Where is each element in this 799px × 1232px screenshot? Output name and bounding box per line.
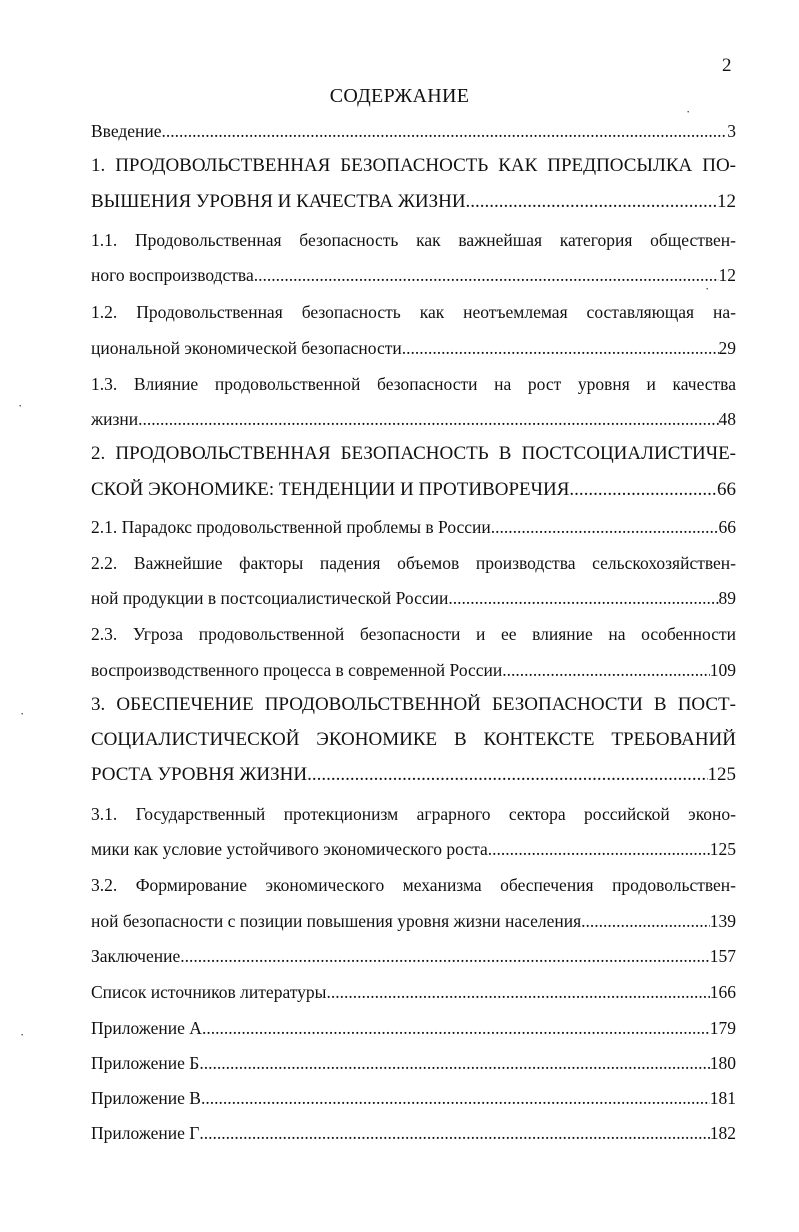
toc-chapter-3-line-2: СОЦИАЛИСТИЧЕСКОЙ ЭКОНОМИКЕ В КОНТЕКСТЕ ТРЕБОВАНИЙ [91, 729, 736, 750]
toc-entry-title: ного воспроизводства [91, 265, 254, 285]
toc-page-ref: 157 [709, 946, 736, 966]
toc-section-2-2-line-1: 2.2. Важнейшие факторы падения объемов производства сельскохозяйствен- [91, 553, 736, 573]
toc-entry-title: Список источников литературы [91, 982, 327, 1002]
toc-page-ref: 109 [709, 660, 736, 680]
toc-section-1-1-line-1: 1.1. Продовольственная безопасность как важнейшая категория обществен- [91, 230, 736, 250]
scan-speck: · [20, 1027, 25, 1042]
toc-entry-title: жизни [91, 409, 139, 429]
toc-entry-title: ВЫШЕНИЯ УРОВНЯ И КАЧЕСТВА ЖИЗНИ [91, 191, 466, 212]
toc-page-ref: 179 [709, 1018, 736, 1038]
toc-chapter-2-line-2 [91, 479, 736, 501]
toc-section-1-1-line-2 [91, 264, 736, 286]
toc-dot-leader [581, 910, 710, 932]
toc-dot-leader [307, 764, 707, 786]
toc-entry-title: ной безопасности с позиции повышения уровня жизни населения [91, 911, 582, 931]
toc-page-ref: 12 [718, 265, 736, 285]
toc-section-2-3-line-1: 2.3. Угроза продовольственной безопасности и ее влияние на особенности [91, 624, 736, 644]
toc-entry-title: Заключение [91, 946, 181, 966]
toc-section-2-1 [91, 516, 736, 538]
toc-appendix-a [91, 1017, 736, 1039]
toc-entry-title: СКОЙ ЭКОНОМИКЕ: ТЕНДЕНЦИИ И ПРОТИВОРЕЧИЯ [91, 479, 570, 500]
toc-entry-title: ной продукции в постсоциалистической России [91, 588, 449, 608]
scan-speck: · [20, 706, 25, 721]
toc-page-ref: 125 [709, 839, 736, 859]
toc-dot-leader [199, 1122, 709, 1144]
toc-page-ref: 48 [718, 409, 736, 429]
toc-appendix-b [91, 1052, 736, 1074]
toc-page-ref: 29 [718, 338, 736, 358]
toc-dot-leader [402, 337, 719, 359]
toc-dot-leader [138, 408, 718, 430]
toc-section-2-2-line-2 [91, 587, 736, 609]
scan-speck: · [686, 104, 691, 119]
toc-section-3-1-line-2 [91, 838, 736, 860]
toc-page-ref: 66 [717, 479, 736, 500]
toc-dot-leader [448, 587, 718, 609]
scan-speck: · [705, 281, 710, 296]
toc-dot-leader [502, 659, 709, 681]
toc-page-ref: 66 [718, 517, 736, 537]
scan-speck: · [18, 398, 23, 413]
toc-appendix-v [91, 1087, 736, 1109]
toc-entry-title: мики как условие устойчивого экономического роста [91, 839, 488, 859]
toc-page-ref: 182 [709, 1123, 736, 1143]
toc-chapter-1-line-2 [91, 191, 736, 213]
toc-entry-title: циональной экономической безопасности [91, 338, 402, 358]
toc-entry-title: Приложение В [91, 1088, 201, 1108]
toc-entry-title: Введение [91, 121, 162, 141]
toc-conclusion [91, 945, 736, 967]
page-number: 2 [722, 55, 732, 76]
toc-dot-leader [162, 120, 728, 142]
toc-entry-introduction [91, 120, 736, 142]
toc-chapter-3-line-1: 3. ОБЕСПЕЧЕНИЕ ПРОДОВОЛЬСТВЕННОЙ БЕЗОПАСНОСТИ В ПОСТ- [91, 694, 736, 715]
toc-section-3-2-line-2 [91, 910, 736, 932]
toc-chapter-2-line-1: 2. ПРОДОВОЛЬСТВЕННАЯ БЕЗОПАСНОСТЬ В ПОСТСОЦИАЛИСТИЧЕ- [91, 443, 736, 464]
toc-page-ref: 139 [709, 911, 736, 931]
toc-section-1-3-line-2 [91, 408, 736, 430]
page-title: СОДЕРЖАНИЕ [329, 85, 470, 107]
toc-page-ref: 181 [709, 1088, 736, 1108]
toc-section-2-3-line-2 [91, 659, 736, 681]
toc-entry-title: Приложение Г [91, 1123, 200, 1143]
toc-section-3-2-line-1: 3.2. Формирование экономического механизма обеспечения продовольствен- [91, 875, 736, 895]
toc-section-1-2-line-2 [91, 337, 736, 359]
toc-dot-leader [466, 191, 717, 213]
toc-page-ref: 3 [727, 121, 736, 141]
toc-chapter-1-line-1: 1. ПРОДОВОЛЬСТВЕННАЯ БЕЗОПАСНОСТЬ КАК ПРЕДПОСЫЛКА ПО- [91, 155, 736, 176]
toc-page-ref: 125 [707, 764, 736, 785]
toc-section-1-3-line-1: 1.3. Влияние продовольственной безопасности на рост уровня и качества [91, 374, 736, 394]
toc-dot-leader [199, 1052, 709, 1074]
toc-dot-leader [180, 945, 710, 967]
toc-page-ref: 12 [717, 191, 736, 212]
toc-section-3-1-line-1: 3.1. Государственный протекционизм аграрного сектора российской эконо- [91, 804, 736, 824]
toc-page-ref: 166 [709, 982, 736, 1002]
toc-section-1-2-line-1: 1.2. Продовольственная безопасность как неотъемлемая составляющая на- [91, 302, 736, 322]
toc-bibliography [91, 981, 736, 1003]
toc-page-ref: 89 [718, 588, 736, 608]
toc-entry-title: Приложение А [91, 1018, 202, 1038]
toc-appendix-g [91, 1122, 736, 1144]
toc-dot-leader [491, 516, 719, 538]
toc-dot-leader [569, 479, 717, 501]
toc-chapter-3-line-3 [91, 764, 736, 786]
toc-page-ref: 180 [709, 1053, 736, 1073]
toc-entry-title: Приложение Б [91, 1053, 200, 1073]
toc-dot-leader [488, 838, 710, 860]
toc-dot-leader [326, 981, 709, 1003]
toc-entry-title: РОСТА УРОВНЯ ЖИЗНИ [91, 764, 308, 785]
toc-dot-leader [254, 264, 719, 286]
toc-entry-title: воспроизводственного процесса в современной России [91, 660, 503, 680]
toc-dot-leader [202, 1017, 710, 1039]
toc-dot-leader [201, 1087, 710, 1109]
toc-entry-title: 2.1. Парадокс продовольственной проблемы в России [91, 517, 491, 537]
